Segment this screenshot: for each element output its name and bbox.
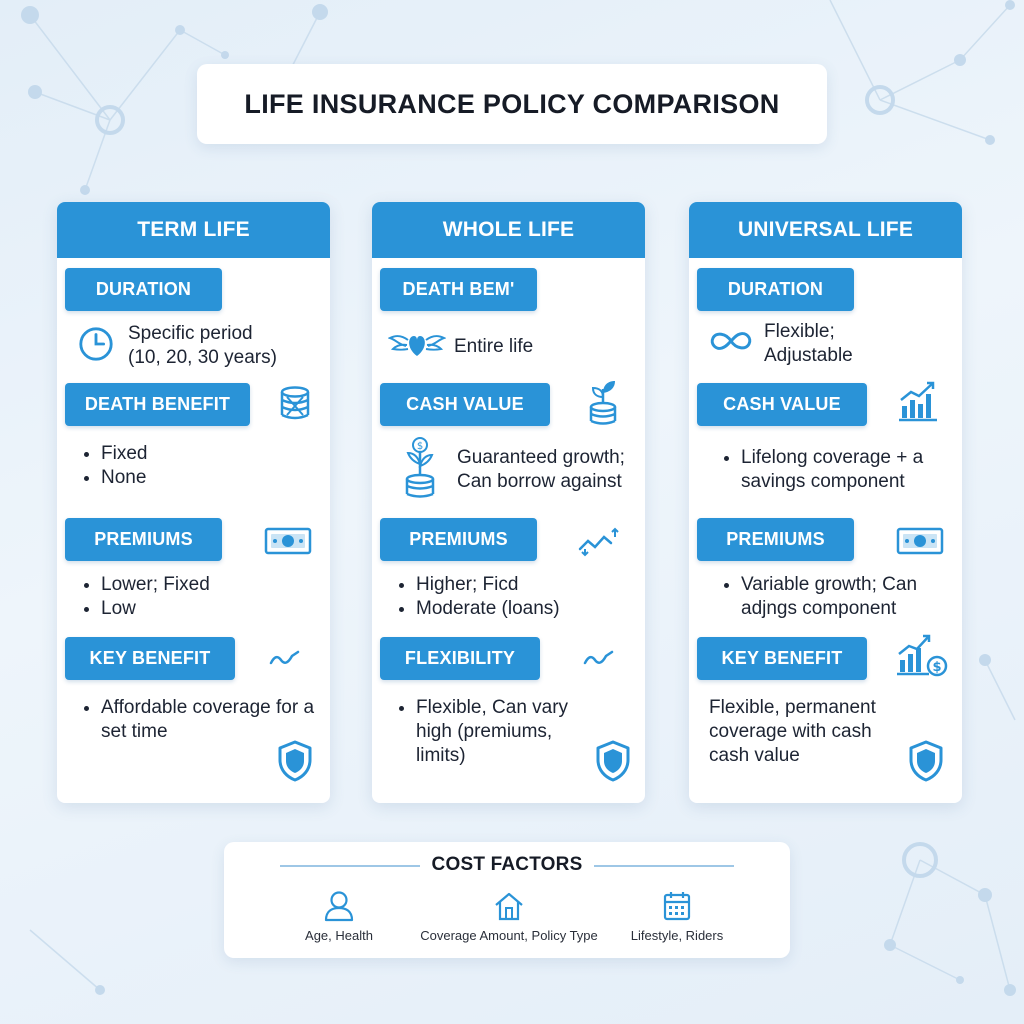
policy-card-term-life xyxy=(57,202,330,803)
section-label-key-benefit: KEY BENEFIT xyxy=(65,637,235,680)
policy-card-universal-life xyxy=(689,202,962,803)
section-label-duration: DURATION xyxy=(697,268,854,311)
list-item: Low xyxy=(81,597,311,621)
text-line: Specific period xyxy=(128,323,253,344)
text-line: Can borrow against xyxy=(457,471,622,492)
cost-factors-title: COST FACTORS xyxy=(431,854,583,875)
cash-value-list xyxy=(721,446,957,494)
policy-name: WHOLE LIFE xyxy=(372,202,645,258)
policy-card-whole-life xyxy=(372,202,645,803)
text-line: coverage with cash xyxy=(709,721,872,742)
trend-arrows-icon xyxy=(577,525,621,557)
text-line: Guaranteed growth; xyxy=(457,447,625,468)
page-title: LIFE INSURANCE POLICY COMPARISON xyxy=(244,88,780,119)
policy-name: TERM LIFE xyxy=(57,202,330,258)
cost-factor-item xyxy=(414,890,604,943)
cost-factor-label: Coverage Amount, Policy Type xyxy=(420,928,598,943)
cost-factor-label: Lifestyle, Riders xyxy=(630,928,724,943)
cash-value-text xyxy=(457,446,642,494)
premiums-list xyxy=(396,573,626,621)
list-item: Variable growth; Can adjngs component xyxy=(721,573,957,621)
shield-icon xyxy=(276,739,314,783)
duration-text xyxy=(128,322,323,370)
text-line: Adjustable xyxy=(764,345,853,366)
wave-icon xyxy=(582,647,616,671)
wave-icon xyxy=(268,647,302,671)
list-item: Lifelong coverage + a savings component xyxy=(721,446,957,494)
winged-heart-icon xyxy=(388,328,446,360)
list-item: Lower; Fixed xyxy=(81,573,311,597)
list-item: Moderate (loans) xyxy=(396,597,626,621)
list-item: None xyxy=(81,466,311,490)
cost-factor-label: Age, Health xyxy=(305,928,373,943)
cost-factor-item xyxy=(582,890,772,943)
bar-chart-icon xyxy=(895,378,941,424)
calendar-icon xyxy=(662,890,692,922)
text-line: Entire life xyxy=(454,336,534,357)
death-benefit-list xyxy=(81,442,311,490)
section-label-premiums: PREMIUMS xyxy=(697,518,854,561)
section-label-cash-value: CASH VALUE xyxy=(697,383,867,426)
duration-text xyxy=(764,320,944,368)
svg-text:$: $ xyxy=(416,441,424,452)
shield-icon xyxy=(907,739,945,783)
death-benefit-text xyxy=(454,335,634,359)
list-item: Affordable coverage for a set time xyxy=(81,696,321,744)
section-label-premiums: PREMIUMS xyxy=(380,518,537,561)
clock-icon xyxy=(77,325,115,363)
text-line: cash value xyxy=(709,745,800,766)
cost-factors-panel xyxy=(224,842,790,958)
cost-factor-item xyxy=(244,890,434,943)
section-label-death-benefit: DEATH BENEFIT xyxy=(65,383,250,426)
list-item: Higher; Ficd xyxy=(396,573,626,597)
coin-stack-icon xyxy=(277,385,313,423)
section-label-premiums: PREMIUMS xyxy=(65,518,222,561)
infinity-icon xyxy=(708,328,754,354)
banknote-icon xyxy=(264,526,312,556)
text-line: Flexible; xyxy=(764,321,835,342)
svg-text:$: $ xyxy=(932,660,942,675)
title-banner xyxy=(197,64,827,144)
list-item: Fixed xyxy=(81,442,311,466)
money-plant-icon xyxy=(400,436,440,500)
section-label-death-benefit: DEATH BEM' xyxy=(380,268,537,311)
house-icon xyxy=(493,890,525,922)
premiums-list xyxy=(721,573,957,621)
text-line: Flexible, permanent xyxy=(709,697,876,718)
premiums-list xyxy=(81,573,311,621)
text-line: (10, 20, 30 years) xyxy=(128,347,277,368)
list-item: Flexible, Can vary high (premiums, limits) xyxy=(396,696,606,768)
shield-icon xyxy=(594,739,632,783)
flexibility-list xyxy=(396,696,606,768)
section-label-cash-value: CASH VALUE xyxy=(380,383,550,426)
section-label-duration: DURATION xyxy=(65,268,222,311)
section-label-flexibility: FLEXIBILITY xyxy=(380,637,540,680)
banknote-icon xyxy=(896,526,944,556)
chart-dollar-icon xyxy=(893,630,949,678)
key-benefit-list xyxy=(81,696,321,744)
plant-coins-icon xyxy=(584,377,622,427)
policy-name: UNIVERSAL LIFE xyxy=(689,202,962,258)
section-label-key-benefit: KEY BENEFIT xyxy=(697,637,867,680)
person-icon xyxy=(324,890,354,922)
